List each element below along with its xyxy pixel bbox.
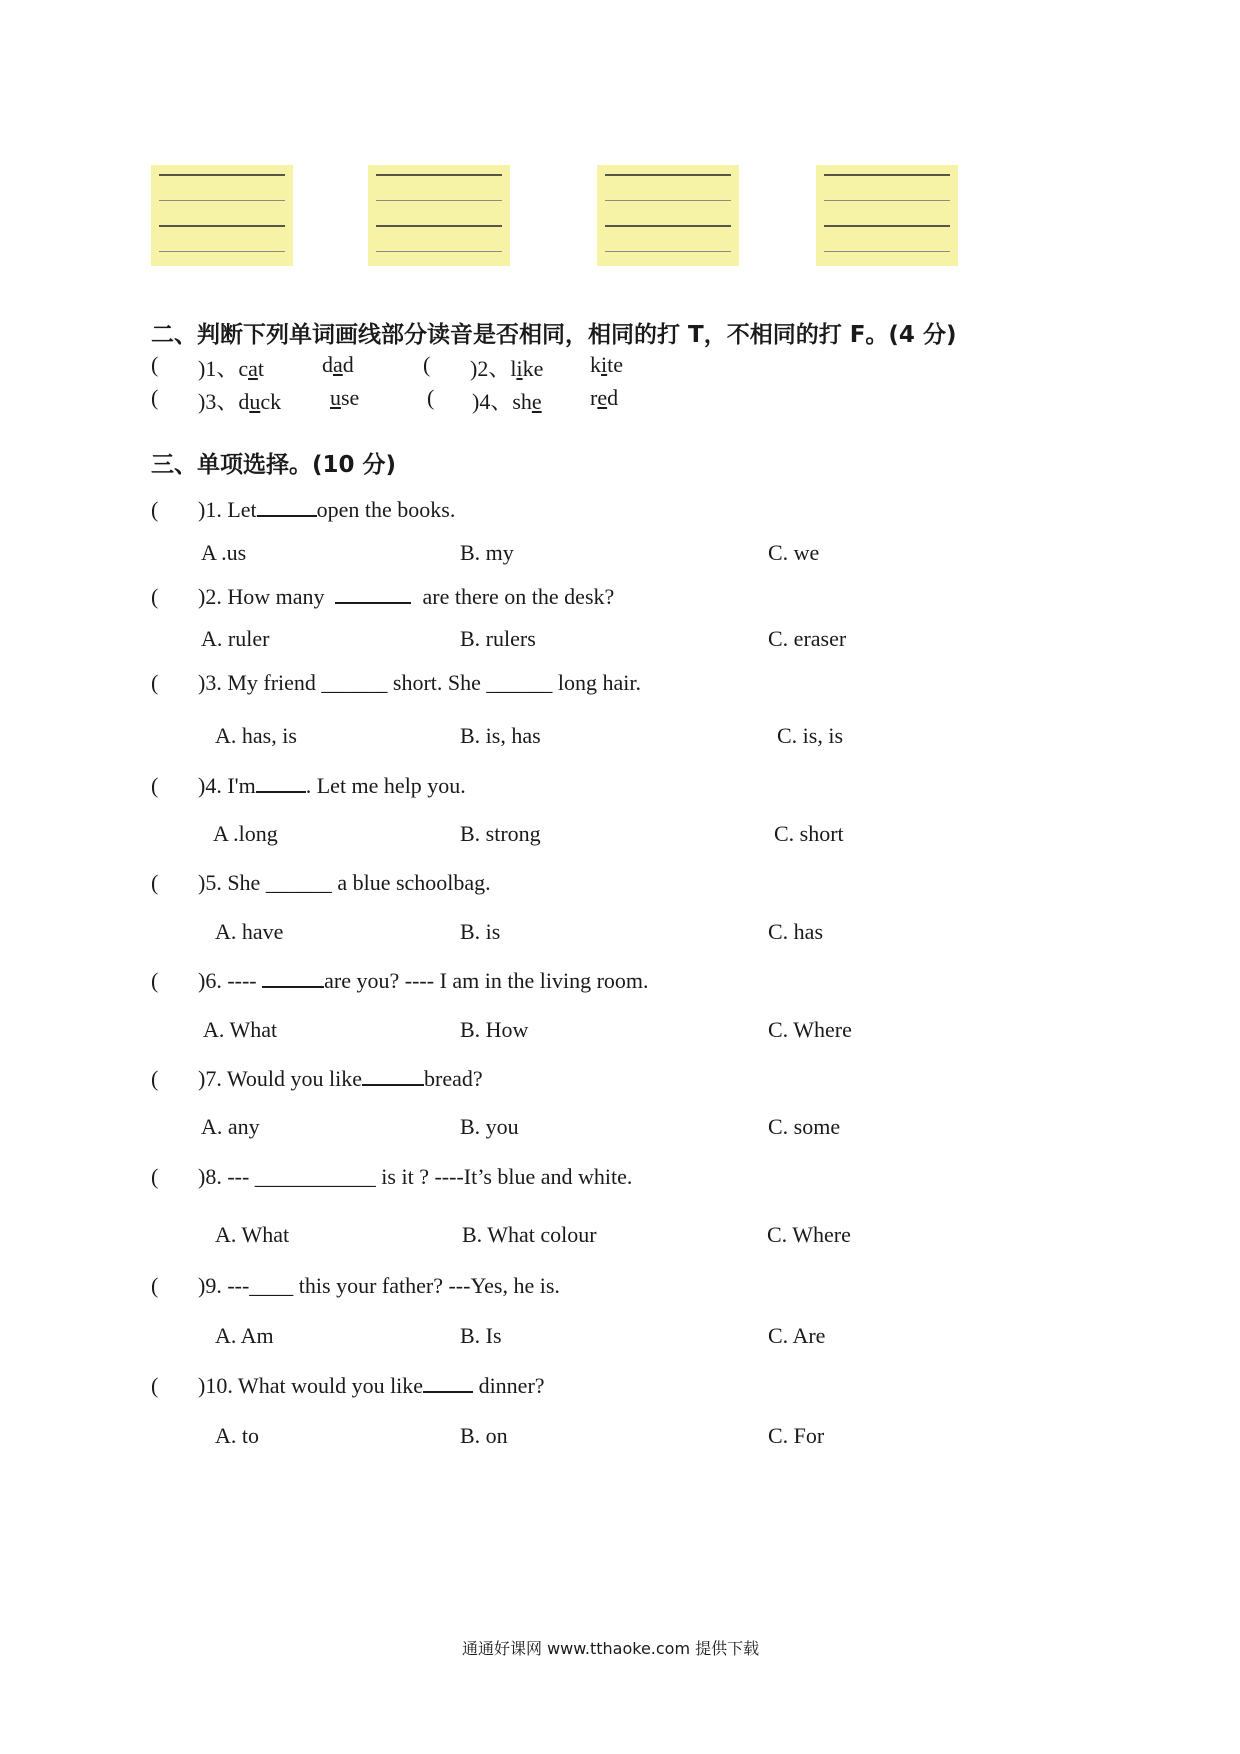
s2-item2: )2、like <box>470 356 544 381</box>
writing-card-4 <box>816 165 958 266</box>
q2-paren: ( <box>151 584 159 609</box>
writing-card-1 <box>151 165 293 266</box>
q3-option-c: C. is, is <box>777 723 844 748</box>
q1-option-c: C. we <box>768 540 820 565</box>
q9-paren: ( <box>151 1273 159 1298</box>
q3-paren: ( <box>151 670 159 695</box>
q6-option-b: B. How <box>460 1017 529 1042</box>
q1-paren: ( <box>151 497 159 522</box>
q2-text: )2. How many are there on the desk? <box>198 584 615 609</box>
q5-paren: ( <box>151 870 159 895</box>
q9-option-b: B. Is <box>460 1323 502 1348</box>
section3-heading: 三、单项选择。(10 分) <box>151 452 397 478</box>
s2-item4-word2: red <box>590 385 619 410</box>
q2-option-a: A. ruler <box>201 626 270 651</box>
q1-text: )1. Let open the books. <box>198 497 456 522</box>
q3-option-a: A. has, is <box>215 723 297 748</box>
q4-option-b: B. strong <box>460 821 541 846</box>
section2-heading: 二、判断下列单词画线部分读音是否相同，相同的打 T，不相同的打 F。(4 分) <box>151 322 957 348</box>
q3-option-b: B. is, has <box>460 723 541 748</box>
q6-option-c: C. Where <box>768 1017 852 1042</box>
s2-item2-paren: ( <box>423 352 431 377</box>
q10-paren: ( <box>151 1373 159 1398</box>
q9-option-c: C. Are <box>768 1323 826 1348</box>
s2-item1: )1、cat <box>198 356 264 381</box>
q7-option-b: B. you <box>460 1114 519 1139</box>
q10-option-c: C. For <box>768 1423 825 1448</box>
q8-text: )8. --- ___________ is it ? ----It’s blue and white. <box>198 1164 633 1189</box>
s2-item3: )3、duck <box>198 389 282 414</box>
s2-item4-paren: ( <box>427 385 435 410</box>
q4-option-c: C. short <box>774 821 844 846</box>
s2-item1-word2: dad <box>322 352 354 377</box>
q3-text: )3. My friend ______ short. She ______ long hair. <box>198 670 642 695</box>
q10-text: )10. What would you like dinner? <box>198 1373 545 1398</box>
q6-option-a: A. What <box>203 1017 278 1042</box>
q8-paren: ( <box>151 1164 159 1189</box>
s2-item2-word2: kite <box>590 352 624 377</box>
q1-option-a: A .us <box>201 540 247 565</box>
q4-text: )4. I'm . Let me help you. <box>198 773 466 798</box>
q5-option-a: A. have <box>215 919 284 944</box>
writing-card-3 <box>597 165 739 266</box>
writing-card-2 <box>368 165 510 266</box>
q8-option-c: C. Where <box>767 1222 851 1247</box>
q6-text: )6. ---- are you? ---- I am in the living room. <box>198 968 649 993</box>
q7-paren: ( <box>151 1066 159 1091</box>
q6-paren: ( <box>151 968 159 993</box>
q8-option-b: B. What colour <box>462 1222 597 1247</box>
q1-option-b: B. my <box>460 540 514 565</box>
q2-option-b: B. rulers <box>460 626 536 651</box>
footer-text: 通通好课网 www.tthaoke.com 提供下载 <box>462 1639 760 1658</box>
s2-item3-paren: ( <box>151 385 159 410</box>
q5-option-c: C. has <box>768 919 823 944</box>
q7-option-a: A. any <box>201 1114 260 1139</box>
q4-paren: ( <box>151 773 159 798</box>
s2-item4: )4、she <box>472 389 542 414</box>
q9-text: )9. ---____ this your father? ---Yes, he is. <box>198 1273 560 1298</box>
q5-text: )5. She ______ a blue schoolbag. <box>198 870 491 895</box>
q9-option-a: A. Am <box>215 1323 274 1348</box>
q4-option-a: A .long <box>213 821 278 846</box>
q10-option-b: B. on <box>460 1423 508 1448</box>
q8-option-a: A. What <box>215 1222 290 1247</box>
q7-text: )7. Would you like bread? <box>198 1066 483 1091</box>
q5-option-b: B. is <box>460 919 501 944</box>
q10-option-a: A. to <box>215 1423 259 1448</box>
q2-option-c: C. eraser <box>768 626 847 651</box>
s2-item3-word2: use <box>330 385 360 410</box>
s2-item1-paren: ( <box>151 352 159 377</box>
q7-option-c: C. some <box>768 1114 841 1139</box>
